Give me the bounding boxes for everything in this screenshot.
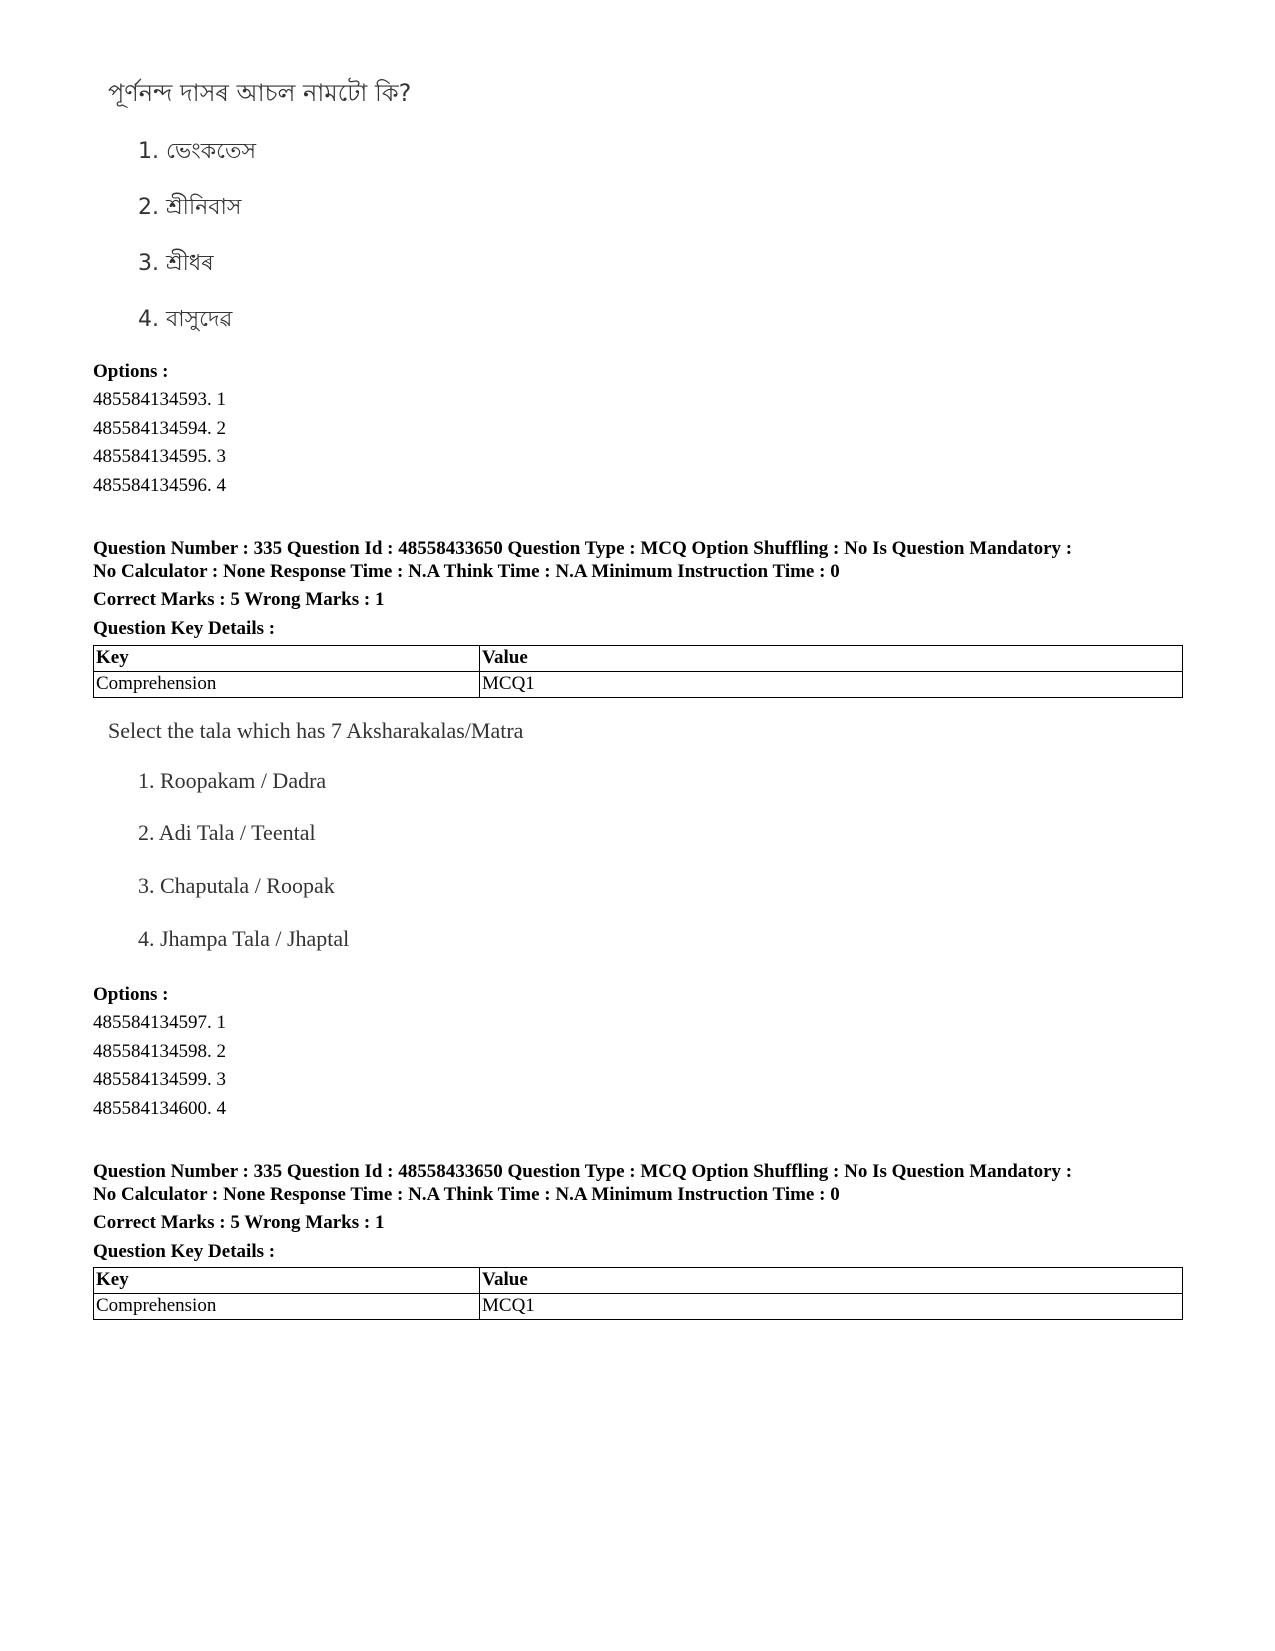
- table-header-value: Value: [480, 1268, 1183, 1294]
- option-item: 485584134599. 3: [93, 1069, 226, 1090]
- question-meta-line-2: No Calculator : None Response Time : N.A Think Time : N.A Minimum Instruction Time : 0: [93, 1184, 840, 1205]
- table-header-key: Key: [94, 1268, 480, 1294]
- options-list-a: [93, 388, 226, 502]
- table-header-row: [94, 646, 1183, 672]
- question-b-choice-3: 3. Chaputala / Roopak: [138, 873, 335, 898]
- options-list-b: [93, 1011, 226, 1125]
- question-a-choice-4: 4. বাসুদেৱ: [138, 307, 233, 332]
- option-item: 485584134596. 4: [93, 474, 226, 496]
- option-item: 485584134593. 1: [93, 389, 226, 410]
- question-b-choice-2: 2. Adi Tala / Teental: [138, 820, 316, 845]
- question-b-choice-1: 1. Roopakam / Dadra: [138, 768, 327, 793]
- table-row: [94, 672, 1183, 698]
- question-a-choice-3: 3. শ্ৰীধৰ: [138, 251, 214, 276]
- marks-line: Correct Marks : 5 Wrong Marks : 1: [93, 589, 385, 610]
- key-details-table: [93, 1267, 1183, 1320]
- question-meta-line-1: Question Number : 335 Question Id : 48558433650 Question Type : MCQ Option Shuffling : No Is Question Mandatory :: [93, 538, 1073, 559]
- table-header-row: [94, 1268, 1183, 1294]
- question-a-text: পূৰ্ণনন্দ দাসৰ আচল নামটো কি?: [108, 79, 412, 107]
- key-details-table: [93, 645, 1183, 698]
- table-row: [94, 1294, 1183, 1320]
- marks-line: Correct Marks : 5 Wrong Marks : 1: [93, 1212, 385, 1233]
- table-header-value: Value: [480, 646, 1183, 672]
- option-item: 485584134595. 3: [93, 446, 226, 467]
- options-heading-a: Options :: [93, 361, 169, 382]
- option-item: 485584134594. 2: [93, 417, 226, 439]
- question-a-image: [108, 78, 708, 348]
- options-heading-b: Options :: [93, 984, 169, 1005]
- table-cell-key: Comprehension: [94, 672, 480, 698]
- question-b-choice-4: 4. Jhampa Tala / Jhaptal: [138, 926, 350, 951]
- question-meta-line-1: Question Number : 335 Question Id : 48558433650 Question Type : MCQ Option Shuffling : No Is Question Mandatory :: [93, 1161, 1073, 1182]
- table-cell-key: Comprehension: [94, 1294, 480, 1320]
- question-meta-line-2: No Calculator : None Response Time : N.A Think Time : N.A Minimum Instruction Time : 0: [93, 561, 840, 582]
- table-cell-value: MCQ1: [480, 1294, 1183, 1320]
- option-item: 485584134600. 4: [93, 1097, 226, 1119]
- table-header-key: Key: [94, 646, 480, 672]
- key-details-heading: Question Key Details :: [93, 1241, 276, 1262]
- key-details-heading: Question Key Details :: [93, 618, 276, 639]
- question-b-text: Select the tala which has 7 Aksharakalas/Matra: [108, 718, 524, 743]
- question-b-image: [108, 716, 708, 956]
- table-cell-value: MCQ1: [480, 672, 1183, 698]
- question-a-choice-2: 2. শ্ৰীনিবাস: [138, 195, 242, 220]
- option-item: 485584134597. 1: [93, 1012, 226, 1033]
- question-a-choice-1: 1. ভেংকতেস: [138, 139, 257, 164]
- option-item: 485584134598. 2: [93, 1040, 226, 1062]
